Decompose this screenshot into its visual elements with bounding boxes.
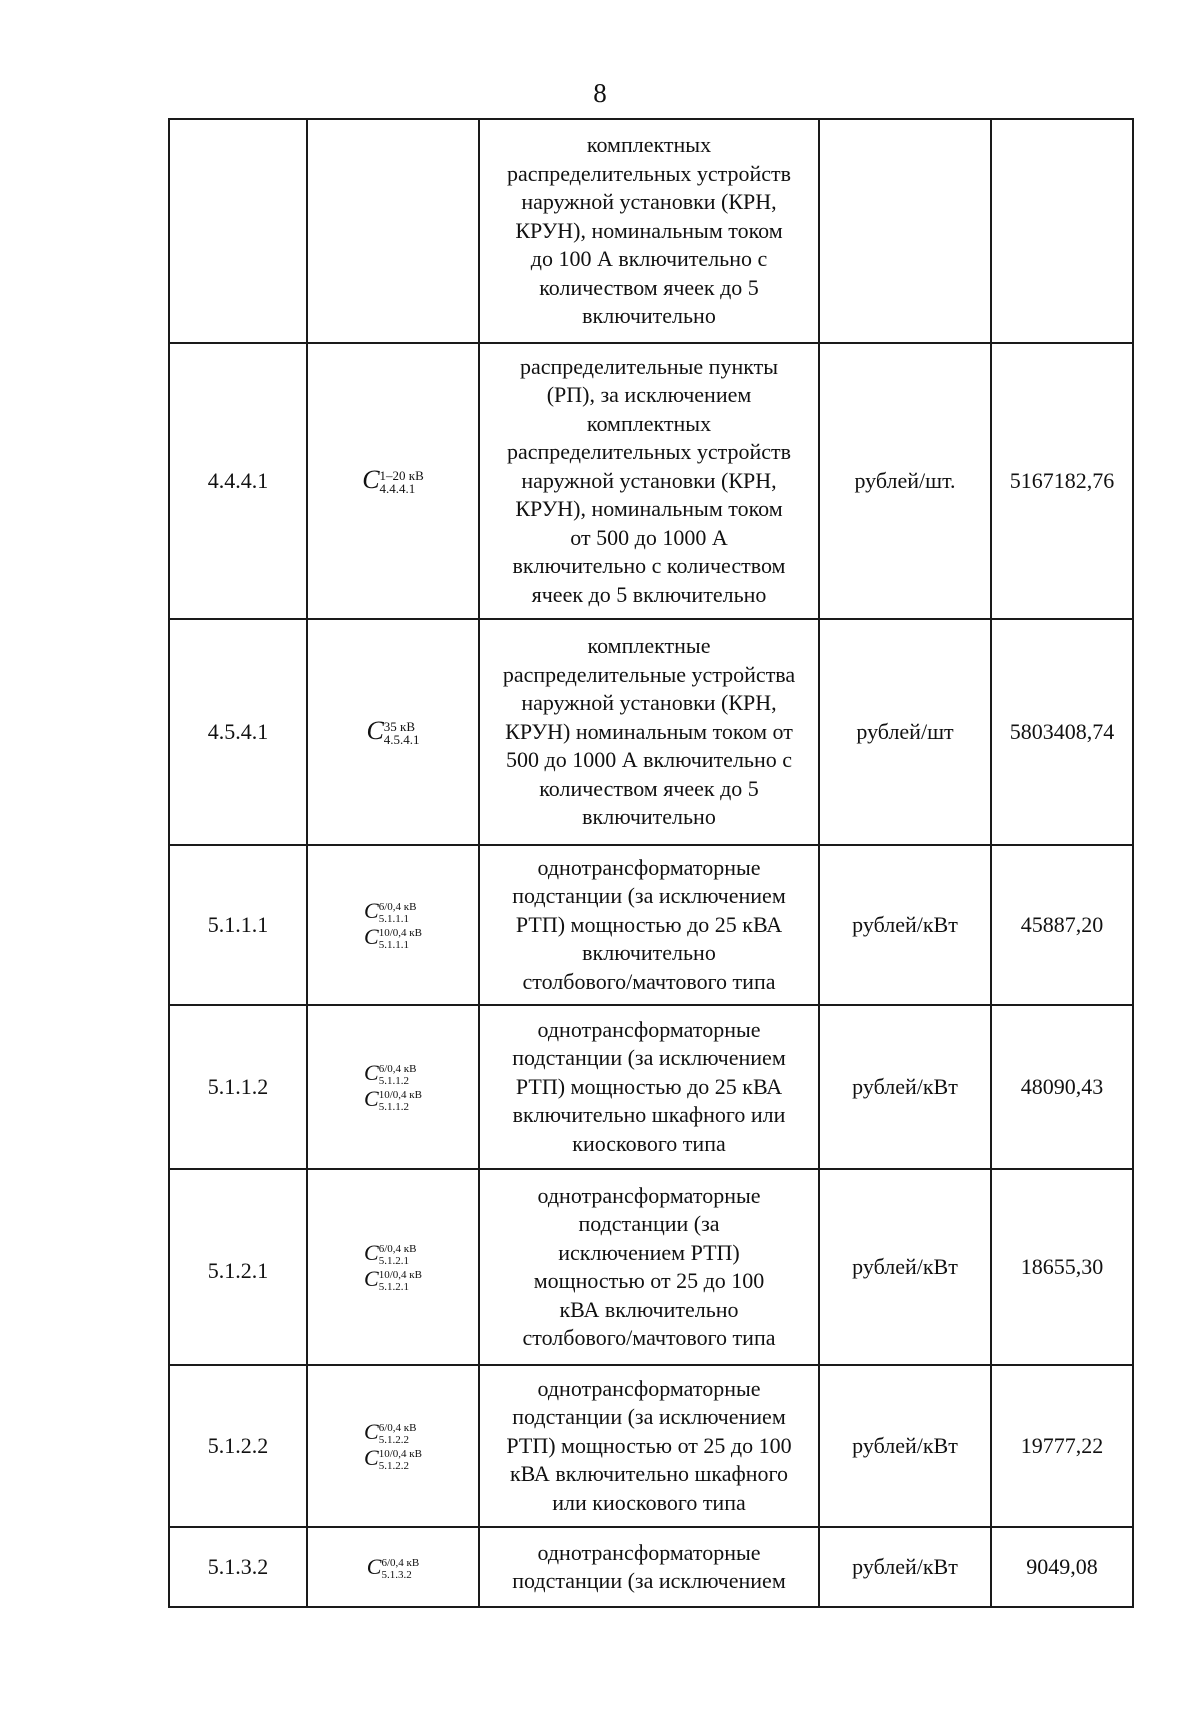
rate-symbol-indices [379,1422,417,1446]
rate-symbol [364,1446,422,1472]
rate-value-cell: 48090,43 [991,1005,1133,1169]
item-number-cell [169,119,307,343]
rate-symbol-voltage: 6/0,4 кВ [378,1062,417,1075]
rate-symbol-stack [364,1420,422,1472]
description-line: включительно [582,303,716,329]
rate-symbol-voltage: 1–20 кВ [379,468,424,484]
unit-cell: рублей/кВт [819,1005,991,1169]
rate-symbol-voltage: 6/0,4 кВ [381,1556,420,1569]
item-number-cell: 5.1.1.1 [169,845,307,1005]
table-row [169,343,1133,619]
description-line: 500 до 1000 А включительно с [506,747,792,773]
rate-symbol-indices [379,901,417,925]
description-line: распределительные пункты [519,353,779,379]
description-line: подстанции (за [578,1211,720,1236]
rate-symbol-base: C [364,923,379,949]
description-cell [479,343,819,619]
rate-symbol-indices [381,1557,419,1581]
description-line: включительно [582,804,716,830]
rate-symbol-stack [364,1241,422,1293]
rate-symbol-index: 5.1.1.1 [378,938,409,951]
rate-symbol-cell [307,1527,479,1607]
unit-cell: рублей/кВт [819,845,991,1005]
rate-symbol-base: C [364,1418,379,1444]
rate-symbol-stack [367,1555,419,1581]
item-number-cell: 5.1.2.2 [169,1365,307,1527]
rate-symbol-cell [307,619,479,845]
description-line: или киоскового типа [552,1489,746,1515]
rate-symbol-cell [307,1005,479,1169]
description-line: однотрансформаторные [537,1016,761,1042]
description-line: кВА включительно [559,1296,739,1322]
rate-symbol-base: C [366,715,384,745]
rate-symbol-cell [307,845,479,1005]
rate-symbol-voltage: 6/0,4 кВ [378,1242,417,1255]
rate-symbol [364,1420,422,1446]
rate-symbol [364,899,422,925]
rate-symbol [364,925,422,951]
rate-symbol-index: 5.1.3.2 [381,1568,412,1581]
description-cell [479,1527,819,1607]
rate-symbol-stack [364,899,422,951]
unit-cell [819,119,991,343]
rate-symbol-indices [379,1269,422,1293]
table-row [169,619,1133,845]
table-row [169,1365,1133,1527]
unit-cell: рублей/кВт [819,1169,991,1365]
item-number-cell: 5.1.3.2 [169,1527,307,1607]
rate-symbol-base: C [364,1444,379,1470]
rate-symbol-indices [379,1448,422,1472]
rate-symbol-stack [364,1061,422,1113]
description-line: количеством ячеек до 5 [539,274,759,300]
rate-symbol-index: 5.1.1.2 [378,1074,409,1087]
rate-symbol-voltage: 10/0,4 кВ [378,1268,422,1281]
description-line: столбового/мачтового типа [522,968,776,994]
rate-symbol-cell [307,1365,479,1527]
tariff-table-body [169,119,1133,1607]
rate-value-cell: 9049,08 [991,1527,1133,1607]
description-line: количеством ячеек до 5 [539,775,759,801]
description-line: столбового/мачтового типа [522,1325,776,1350]
description-line: РТП) мощностью до 25 кВА [515,911,783,937]
rate-symbol-base: C [364,897,379,923]
rate-symbol-indices [379,1063,417,1087]
rate-symbol-base: C [364,1239,379,1265]
description-line: КРУН) номинальным током от [505,718,793,744]
rate-symbol-index: 5.1.2.2 [378,1433,409,1446]
description-line: ячеек до 5 включительно [531,581,767,607]
table-row [169,845,1133,1005]
description-line: наружной установки (КРН, [521,189,777,215]
rate-symbol-cell [307,1169,479,1365]
rate-value-cell [991,119,1133,343]
item-number-cell: 4.5.4.1 [169,619,307,845]
description-cell [479,1005,819,1169]
rate-symbol-indices [380,469,424,495]
rate-symbol [364,1241,422,1267]
description-line: наружной установки (КРН, [521,467,777,493]
description-cell [479,845,819,1005]
unit-cell: рублей/кВт [819,1527,991,1607]
rate-symbol-indices [384,720,420,746]
rate-symbol-index: 4.4.4.1 [379,481,416,497]
item-number-cell: 5.1.1.2 [169,1005,307,1169]
rate-value-cell: 5167182,76 [991,343,1133,619]
description-line: РТП) мощностью до 25 кВА [515,1073,783,1099]
rate-symbol-index: 5.1.2.1 [378,1254,409,1267]
rate-symbol-voltage: 35 кВ [383,719,416,735]
description-cell [479,1169,819,1365]
rate-symbol [367,1555,419,1581]
rate-symbol-voltage: 10/0,4 кВ [378,926,422,939]
rate-symbol [366,715,420,748]
description-line: комплектных [586,132,712,158]
tariff-table [168,118,1134,1608]
rate-symbol-base: C [366,1553,382,1579]
rate-symbol-base: C [362,464,380,494]
table-row [169,119,1133,343]
table-row [169,1527,1133,1607]
description-line: кВА включительно шкафного [509,1461,789,1487]
rate-symbol-cell [307,343,479,619]
description-cell [479,119,819,343]
description-line: включительно [582,940,716,966]
rate-symbol-indices [379,1243,417,1267]
description-line: исключением РТП) [558,1239,740,1265]
unit-cell: рублей/кВт [819,1365,991,1527]
rate-symbol-indices [379,1089,422,1113]
description-line: однотрансформаторные [537,1182,761,1208]
description-cell [479,1365,819,1527]
description-line: однотрансформаторные [537,1539,761,1565]
description-line: комплектных [586,410,712,436]
description-line: комплектные [587,633,711,659]
rate-value-cell: 19777,22 [991,1365,1133,1527]
description-line: до 100 А включительно с [530,246,768,272]
rate-symbol-indices [379,927,422,951]
description-line: подстанции (за исключением [512,1404,786,1430]
description-line: распределительные устройства [502,661,796,687]
description-line: наружной установки (КРН, [521,690,777,716]
rate-symbol [364,1087,422,1113]
description-line: РТП) мощностью от 25 до 100 [506,1432,792,1458]
description-line: подстанции (за исключением [512,883,786,909]
description-line: КРУН), номинальным током [515,217,783,243]
rate-value-cell: 5803408,74 [991,619,1133,845]
rate-symbol-voltage: 6/0,4 кВ [378,900,417,913]
description-line: от 500 до 1000 А [570,524,728,550]
rate-symbol-stack [362,464,424,497]
description-line: включительно шкафного или [512,1102,786,1128]
rate-symbol-index: 5.1.1.2 [378,1100,409,1113]
table-row [169,1005,1133,1169]
rate-symbol [364,1061,422,1087]
description-line: распределительных устройств [506,160,792,186]
unit-cell: рублей/шт [819,619,991,845]
rate-symbol [364,1267,422,1293]
description-line: КРУН), номинальным током [515,496,783,522]
rate-value-cell: 45887,20 [991,845,1133,1005]
description-line: однотрансформаторные [537,854,761,880]
item-number-cell: 4.4.4.1 [169,343,307,619]
rate-symbol-index: 5.1.1.1 [378,912,409,925]
table-row [169,1169,1133,1365]
rate-symbol-index: 4.5.4.1 [383,732,420,748]
rate-symbol-voltage: 6/0,4 кВ [378,1421,417,1434]
rate-symbol-base: C [364,1085,379,1111]
item-number-cell: 5.1.2.1 [169,1169,307,1365]
rate-symbol [362,464,424,497]
page-number: 8 [593,78,607,108]
rate-value-cell: 18655,30 [991,1169,1133,1365]
description-line: включительно с количеством [512,553,786,579]
description-line: киоскового типа [572,1130,726,1156]
description-line: однотрансформаторные [537,1375,761,1401]
description-cell [479,619,819,845]
rate-symbol-base: C [364,1059,379,1085]
description-line: распределительных устройств [506,439,792,465]
rate-symbol-index: 5.1.2.2 [378,1459,409,1472]
unit-cell: рублей/шт. [819,343,991,619]
rate-symbol-base: C [364,1265,379,1291]
description-line: подстанции (за исключением [512,1568,786,1593]
description-line: (РП), за исключением [546,382,752,408]
rate-symbol-voltage: 10/0,4 кВ [378,1447,422,1460]
rate-symbol-voltage: 10/0,4 кВ [378,1088,422,1101]
rate-symbol-cell [307,119,479,343]
description-line: мощностью от 25 до 100 [533,1268,765,1293]
rate-symbol-stack [366,715,420,748]
description-line: подстанции (за исключением [512,1045,786,1071]
rate-symbol-index: 5.1.2.1 [378,1280,409,1293]
